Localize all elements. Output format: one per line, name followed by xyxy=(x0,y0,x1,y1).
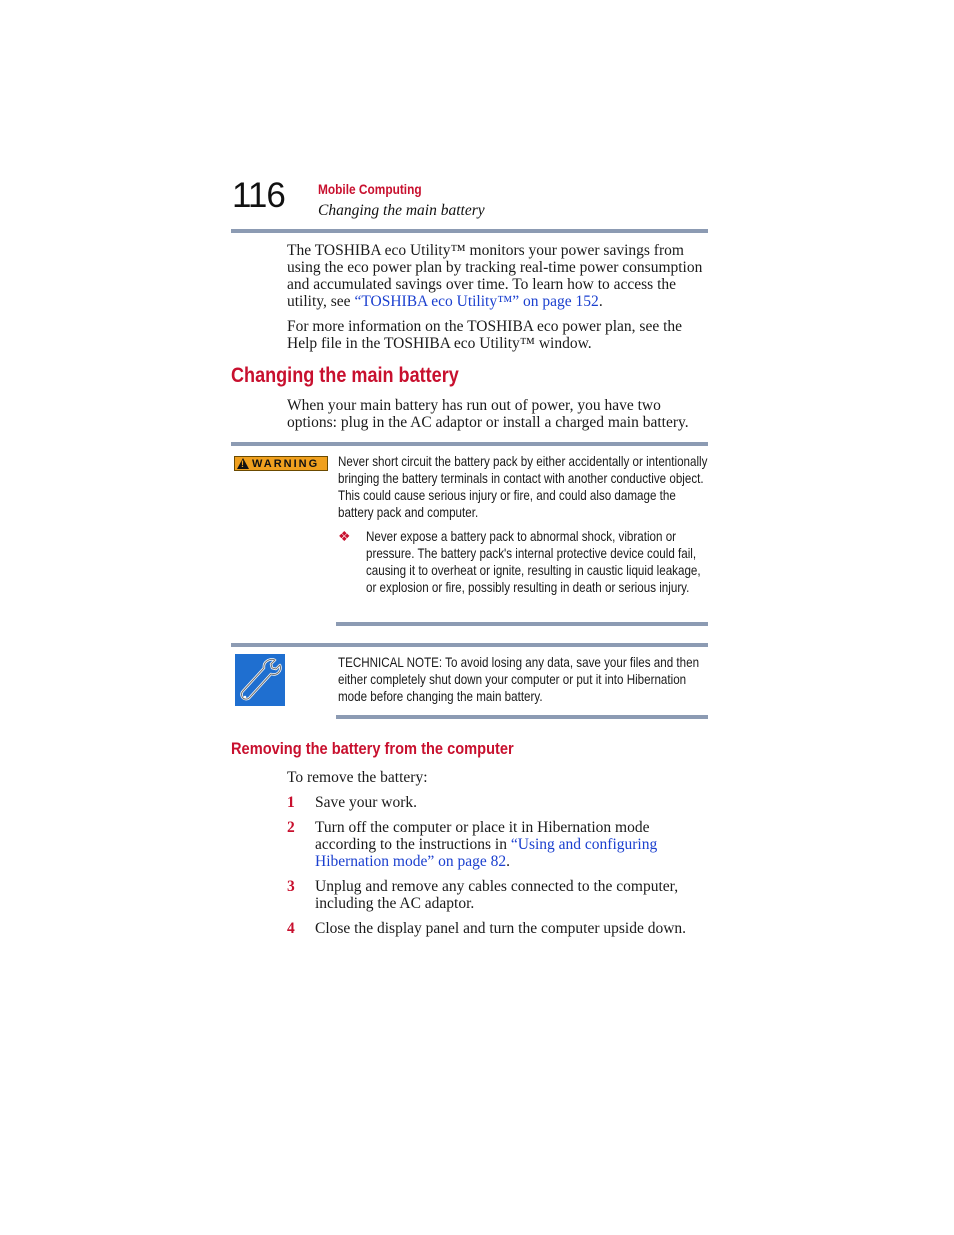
warning-bullet-paragraph: Never expose a battery pack to abnormal shock, vibration or pressure. The battery pack's internal protective device could fail, causing it to overheat or ignite, resulting in caustic liquid leakage, or explosion or fire, possibly resulting in death or serious injury. xyxy=(366,528,701,595)
header-topic-title: Changing the main battery xyxy=(318,202,485,219)
tech-note-paragraph: TECHNICAL NOTE: To avoid losing any data, save your files and then either completely shut down your computer or put it into Hibernation mode before changing the main battery. xyxy=(338,654,700,704)
link-toshiba-eco-utility[interactable]: “TOSHIBA eco Utility™” on page 152 xyxy=(354,293,599,310)
warning-top-rule xyxy=(231,442,708,446)
step-number-3: 3 xyxy=(287,878,295,895)
intro-paragraph-2: For more information on the TOSHIBA eco power plan, see the Help file in the TOSHIBA eco Utility™ window. xyxy=(287,318,683,352)
step-2-text: Turn off the computer or place it in Hibernation mode according to the instructions in xyxy=(315,819,650,853)
warning-main-text xyxy=(338,453,708,521)
warning-main-paragraph: Never short circuit the battery pack by either accidentally or intentionally bringing the battery terminals in contact with another conductive object. This could cause serious injury or fire, and could also damage the battery pack and computer. xyxy=(338,453,708,520)
heading-removing-battery: Removing the battery from the computer xyxy=(231,739,514,758)
step-text-3: Unplug and remove any cables connected to the computer, including the AC adaptor. xyxy=(315,878,679,912)
intro-block xyxy=(287,242,708,352)
intro-paragraph-1-end: . xyxy=(598,293,603,310)
tech-note-text xyxy=(338,654,708,705)
header-section-title: Mobile Computing xyxy=(318,182,422,197)
intro-paragraph-1-text: The TOSHIBA eco Utility™ monitors your power savings from using the eco power plan by tracking real-time power consumption and accumulated savings over time. To learn how to access the utility, see xyxy=(287,242,703,310)
link-hibernation-mode[interactable]: “Using and configuring Hibernation mode” on page 82 xyxy=(315,836,658,870)
warning-badge-label: WARNING xyxy=(252,457,320,470)
diamond-bullet-icon: ❖ xyxy=(338,530,351,545)
warning-bottom-rule xyxy=(336,622,708,626)
step-2-end: . xyxy=(506,853,510,870)
heading-changing-main-battery: Changing the main battery xyxy=(231,364,459,387)
warning-triangle-icon xyxy=(237,458,249,469)
changing-battery-paragraph: When your main battery has run out of power, you have two options: plug in the AC adaptor or install a charged main battery. xyxy=(287,397,689,431)
page-number: 116 xyxy=(232,176,285,215)
step-number-1: 1 xyxy=(287,794,295,811)
step-text-2 xyxy=(315,819,708,870)
tech-note-bottom-rule xyxy=(336,715,708,719)
removing-intro: To remove the battery: xyxy=(287,769,428,786)
step-text-1: Save your work. xyxy=(315,794,418,811)
header-rule xyxy=(231,229,708,233)
intro-paragraph-1 xyxy=(287,242,708,310)
step-number-4: 4 xyxy=(287,920,295,937)
warning-bullet-text xyxy=(366,528,708,596)
tech-note-top-rule xyxy=(231,643,708,647)
wrench-icon xyxy=(235,654,285,706)
warning-badge xyxy=(234,456,328,471)
step-number-2: 2 xyxy=(287,819,295,836)
step-text-4: Close the display panel and turn the computer upside down. xyxy=(315,920,687,937)
